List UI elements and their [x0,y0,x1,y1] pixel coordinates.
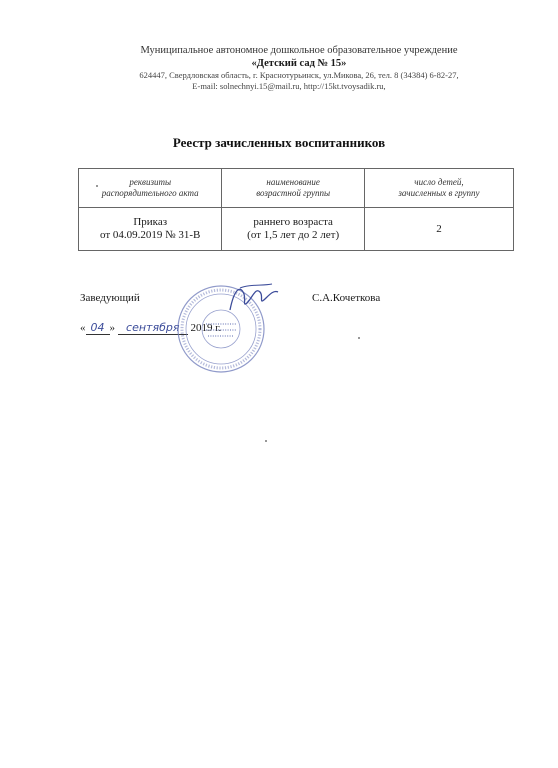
quote-mark: » [109,322,115,334]
column-header-act [79,169,222,208]
date-month: сентября [118,321,188,335]
scan-speck [265,440,267,442]
header-text: число детей, [414,177,464,187]
org-contacts: E-mail: solnechnyi.15@mail.ru, http://15kt.tvoysadik.ru, [192,81,386,91]
cell-text: (от 1,5 лет до 2 лет) [247,229,340,241]
cell-group [222,208,365,251]
org-short-name: «Детский сад № 15» [251,58,347,69]
org-name: Муниципальное автономное дошкольное образовательное учреждение [140,45,458,56]
position-label: Заведующий [80,292,140,304]
quote-mark: « [80,322,86,334]
scan-speck [358,337,360,339]
cell-text: Приказ [133,216,168,228]
scan-speck [96,185,98,187]
column-header-group [222,169,365,208]
cell-text: от 04.09.2019 № 31-В [99,229,201,241]
table-header-row [79,169,514,208]
registry-table [78,168,514,251]
org-address: 624447, Свердловская область, г. Краснотурьинск, ул.Микова, 26, тел. 8 (34384) 6-82-27, [139,70,459,80]
header-text: наименование [266,177,320,187]
document-title: Реестр зачисленных воспитанников [172,135,386,150]
letterhead [0,44,558,92]
date-day: 04 [86,321,110,335]
table-row [79,208,514,251]
cell-act [79,208,222,251]
signatory-name: С.А.Кочеткова [312,292,381,304]
handwritten-signature [226,280,282,316]
header-text: распорядительного акта [101,188,199,198]
cell-text: раннего возраста [253,216,333,228]
cell-count: 2 [364,208,513,251]
column-header-count [364,169,513,208]
date-year: 2019 г. [190,322,222,334]
header-text: возрастной группы [256,188,331,198]
header-text: зачисленных в группу [398,188,480,198]
header-text: реквизиты [129,177,172,187]
